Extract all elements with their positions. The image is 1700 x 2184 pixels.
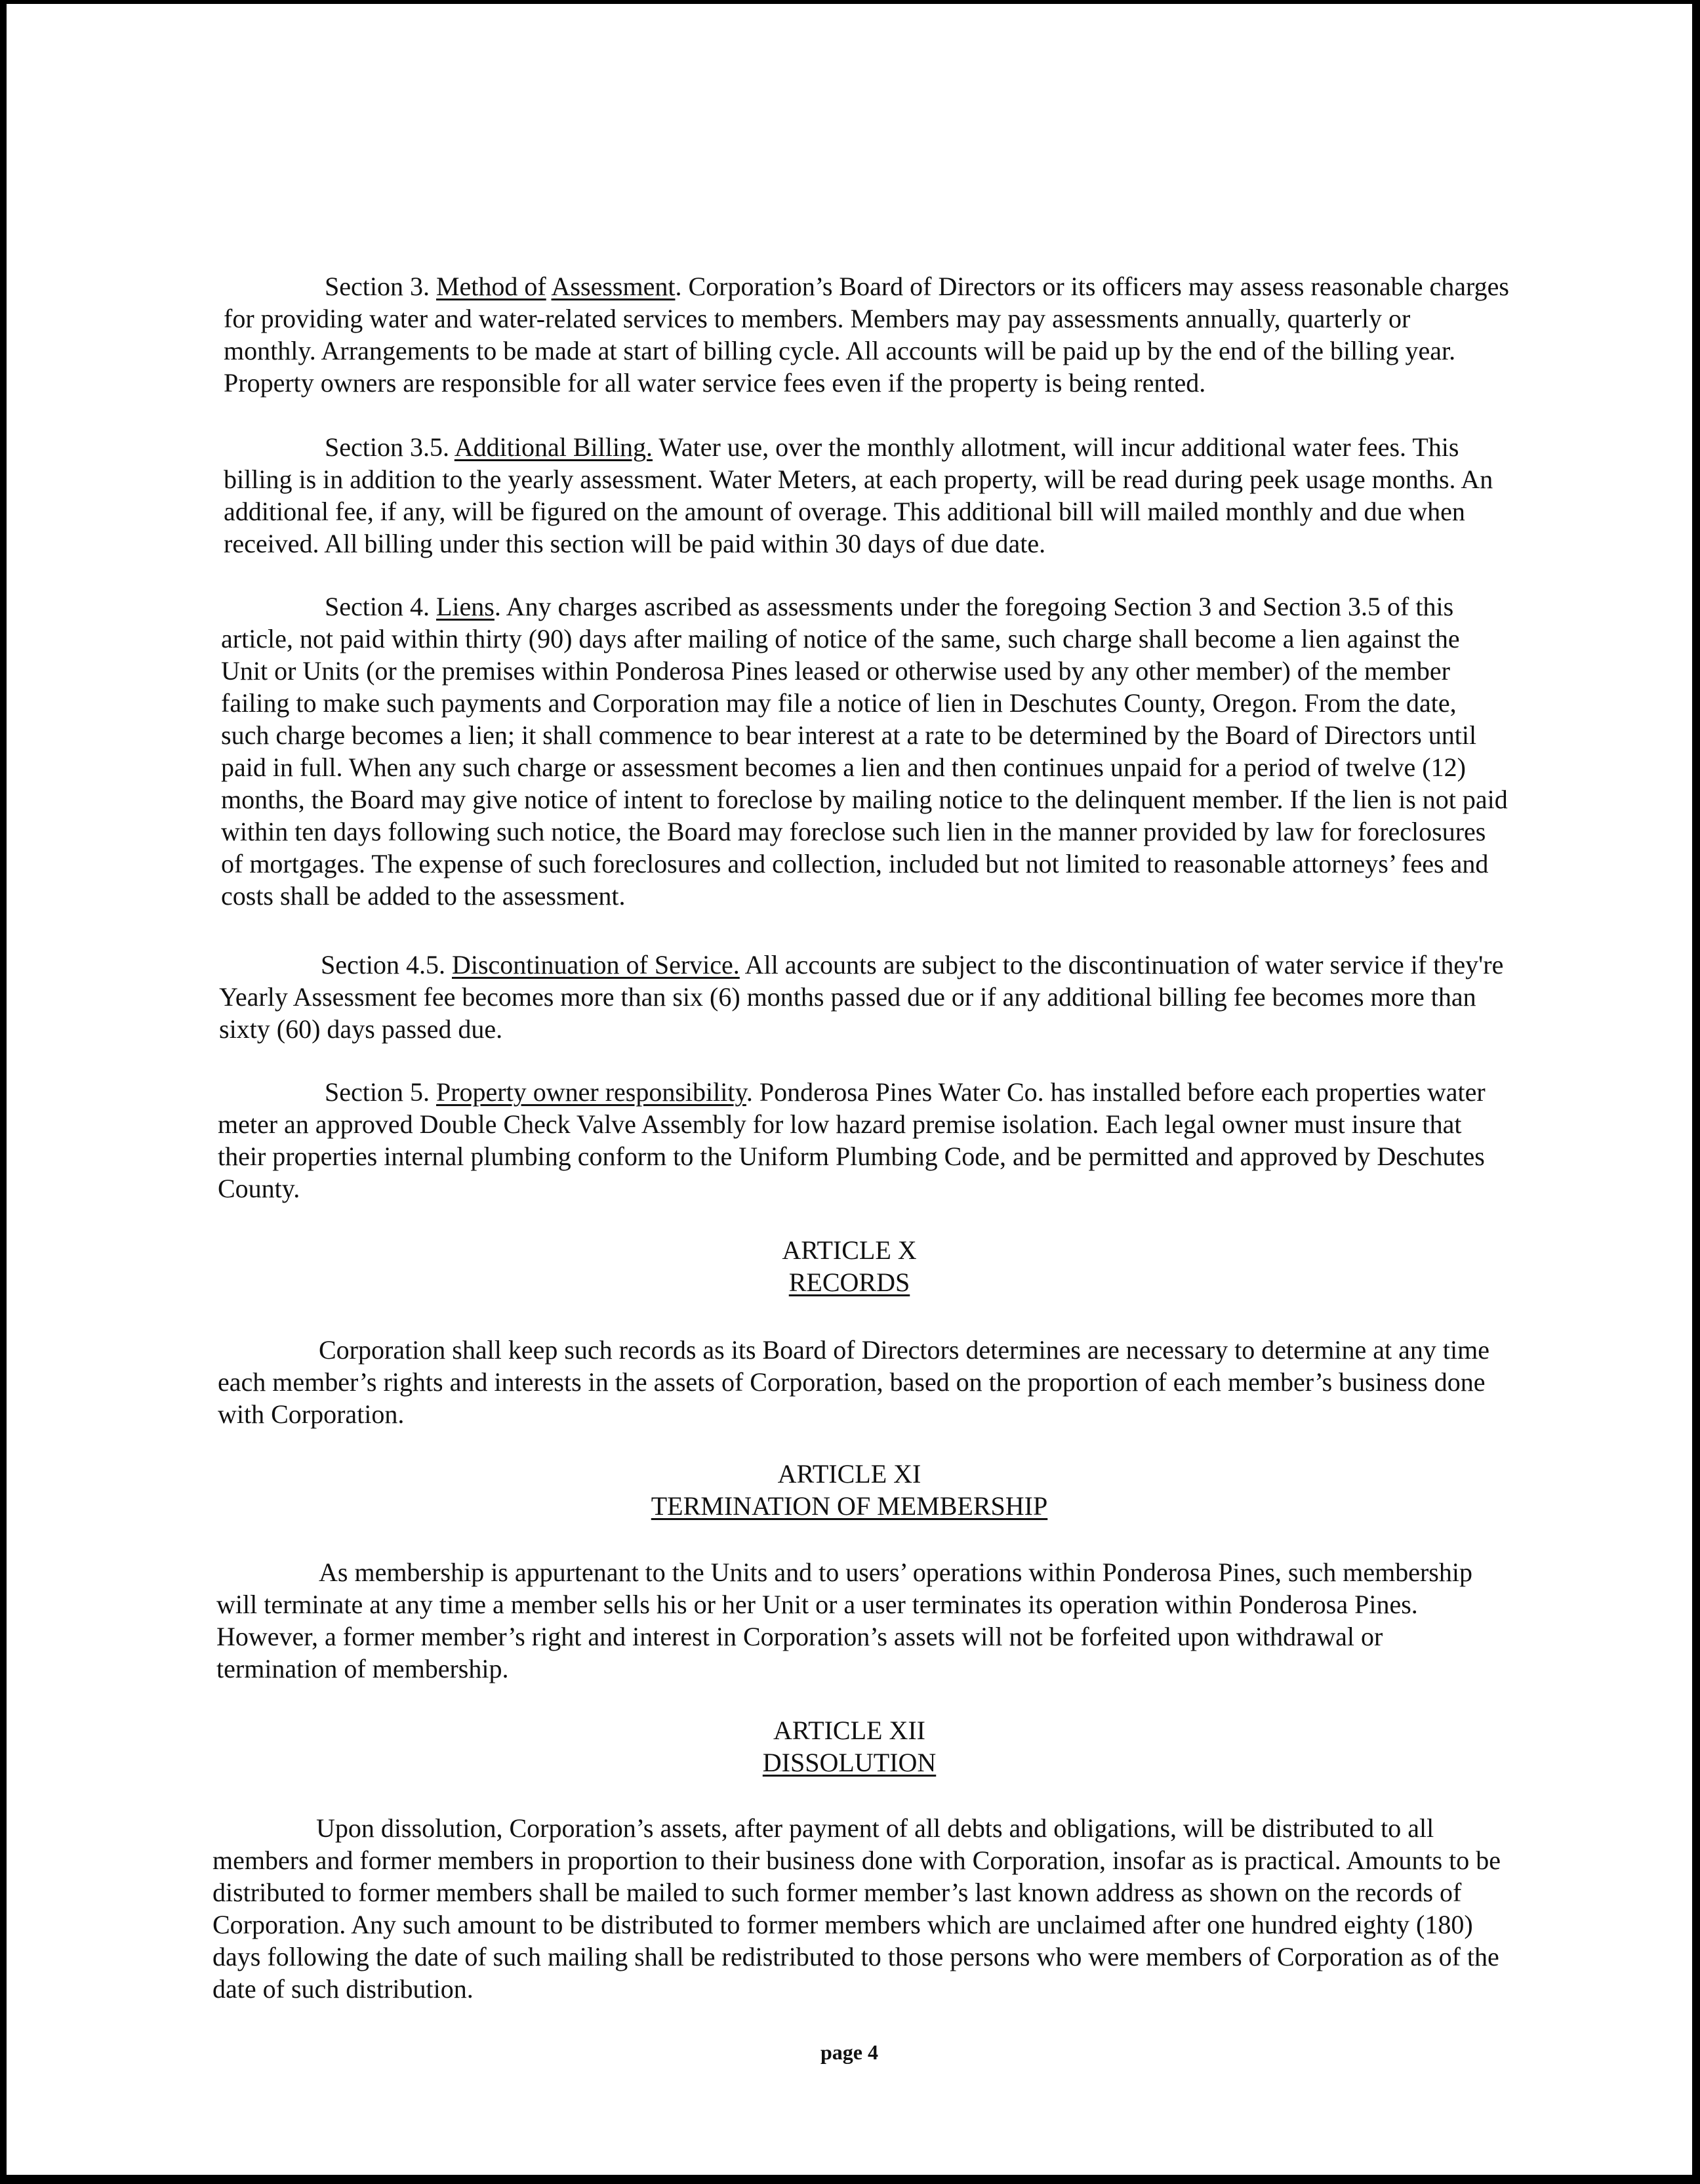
article-xii-heading: [7, 1714, 1692, 1779]
section-4-text: . Any charges ascribed as assessments under the foregoing Section 3 and Section 3.5 of this article, not paid within thirty (90) days after mailing of notice of the same, such charge shall become a lien against the Unit or Units (or the premises within Ponderosa Pines leased or otherwise used by any other member) of the member failing to make such payments and Corporation may file a notice of lien in Deschutes County, Oregon. From the date, such charge becomes a lien; it shall commence to bear interest at a rate to be determined by the Board of Directors until paid in full. When any such charge or assessment becomes a lien and then continues unpaid for a period of twelve (12) months, the Board may give notice of intent to foreclose by mailing notice to the delinquent member. If the lien is not paid within ten days following such notice, the Board may foreclose such lien in the manner provided by law for foreclosures of mortgages. The expense of such foreclosures and collection, included but not limited to reasonable attorneys’ fees and costs shall be added to the assessment.: [221, 592, 1508, 911]
section-4-5-paragraph: [219, 949, 1509, 1045]
article-xii-title: ARTICLE XII: [773, 1716, 925, 1745]
article-x-heading: [7, 1234, 1692, 1298]
section-4-5-heading: Discontinuation of Service.: [451, 950, 740, 979]
article-x-paragraph: [218, 1334, 1509, 1430]
section-4-label: Section 4.: [325, 592, 430, 621]
article-xii-paragraph: [212, 1812, 1509, 2005]
article-xii-subtitle: DISSOLUTION: [762, 1748, 937, 1777]
section-3-paragraph: [224, 270, 1509, 399]
article-xi-title: ARTICLE XI: [777, 1459, 921, 1489]
section-5-paragraph: [218, 1076, 1509, 1205]
section-4-5-text: All accounts are subject to the discontinuation of water service if they're Yearly Assessment fee becomes more than six (6) months passed due or if any additional billing fee becomes more than sixty (60) days passed due.: [219, 950, 1504, 1044]
section-3-5-label: Section 3.5.: [325, 432, 449, 462]
article-xii-text: Upon dissolution, Corporation’s assets, after payment of all debts and obligations, will be distributed to all members and former members in proportion to their business done with Corporation, insofar as is practical. Amounts to be distributed to former members shall be mailed to such former member’s last known address as shown on the records of Corporation. Any such amount to be distributed to former members which are unclaimed after one hundred eighty (180) days following the date of such mailing shall be redistributed to those persons who were members of Corporation as of the date of such distribution.: [212, 1813, 1501, 2004]
section-3-5-paragraph: [224, 431, 1509, 560]
article-x-text: Corporation shall keep such records as its Board of Directors determines are necessary to determine at any time each member’s rights and interests in the assets of Corporation, based on the proportion of each member’s business done with Corporation.: [218, 1335, 1489, 1429]
article-x-title: ARTICLE X: [782, 1235, 917, 1265]
section-4-heading: Liens: [435, 592, 495, 621]
document-body: [7, 4, 1692, 2175]
section-5-label: Section 5.: [325, 1077, 430, 1107]
article-xi-heading: [7, 1458, 1692, 1522]
section-3-heading-a: Method of: [435, 272, 546, 301]
section-4-paragraph: [221, 590, 1509, 912]
article-xi-subtitle: TERMINATION OF MEMBERSHIP: [651, 1491, 1048, 1521]
section-4-5-label: Section 4.5.: [321, 950, 445, 979]
article-xi-paragraph: [216, 1556, 1509, 1685]
document-page: [7, 4, 1692, 2175]
section-3-label: Section 3.: [325, 272, 430, 301]
article-xi-text: As membership is appurtenant to the Units and to users’ operations within Ponderosa Pines, such membership will terminate at any time a member sells his or her Unit or a user terminates its operation within Ponderosa Pines. However, a former member’s right and interest in Corporation’s assets will not be forfeited upon withdrawal or termination of membership.: [216, 1557, 1472, 1683]
section-3-heading-b: Assessment: [551, 272, 676, 301]
section-5-text: . Ponderosa Pines Water Co. has installed before each properties water meter an approved Double Check Valve Assembly for low hazard premise isolation. Each legal owner must insure that their properties internal plumbing conform to the Uniform Plumbing Code, and be permitted and approved by Deschutes County.: [218, 1077, 1486, 1203]
page-number: page 4: [820, 2040, 878, 2064]
section-3-5-text: Water use, over the monthly allotment, will incur additional water fees. This billing is in addition to the yearly assessment. Water Meters, at each property, will be read during peek usage months. An additional fee, if any, will be figured on the amount of overage. This additional bill will mailed monthly and due when received. All billing under this section will be paid within 30 days of due date.: [224, 432, 1493, 558]
section-5-heading: Property owner responsibility: [435, 1077, 746, 1107]
section-3-5-heading: Additional Billing.: [454, 432, 653, 462]
article-x-subtitle: RECORDS: [788, 1267, 910, 1297]
section-3-text: . Corporation’s Board of Directors or its officers may assess reasonable charges for providing water and water-related services to members. Members may pay assessments annually, quarterly or monthly. Arrangements to be made at start of billing cycle. All accounts will be paid up by the end of the billing year. Property owners are responsible for all water service fees even if the property is being rented.: [224, 272, 1509, 398]
